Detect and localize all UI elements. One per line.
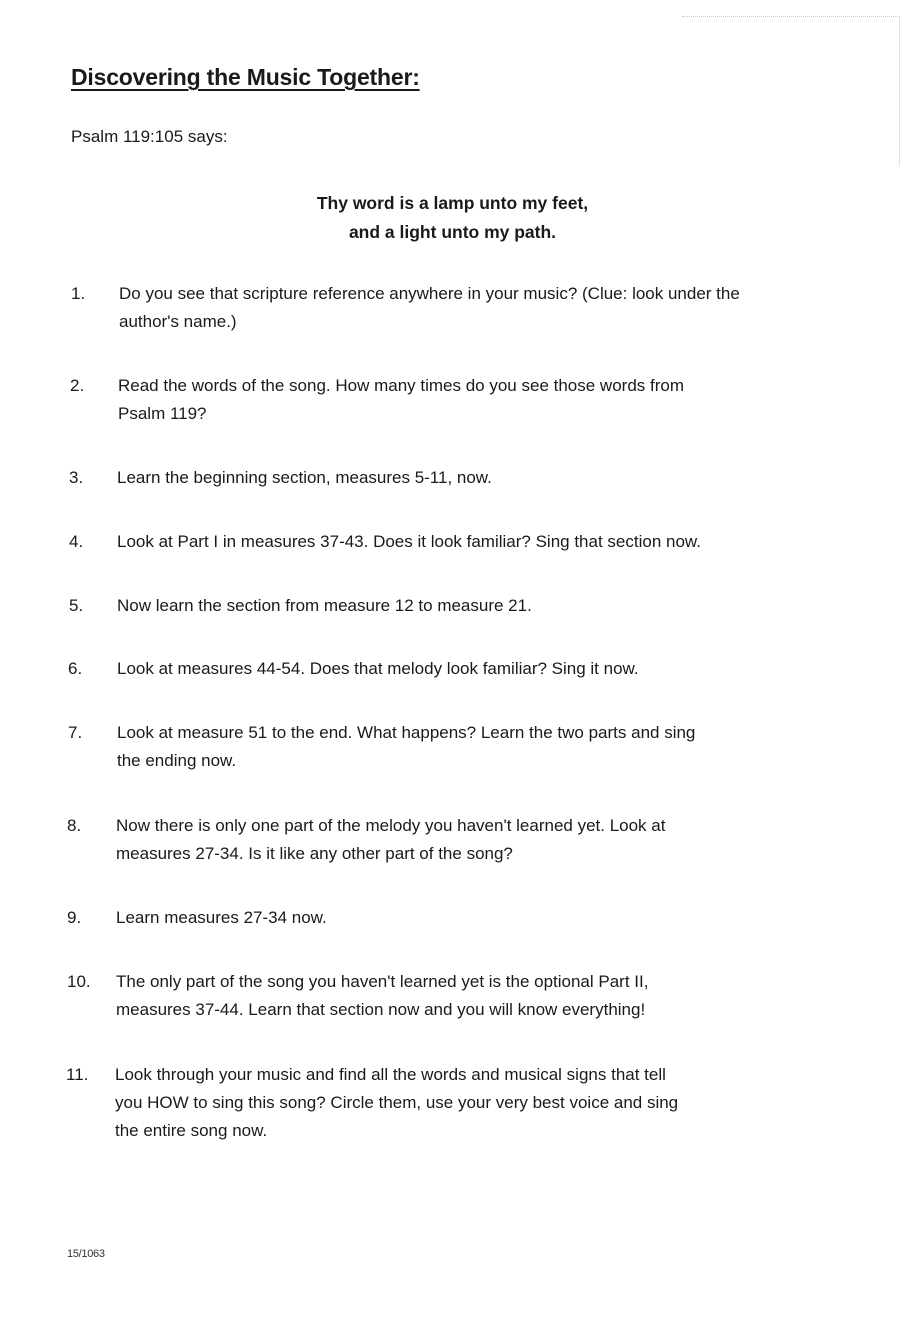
item-text <box>116 968 648 1024</box>
item-line: Look through your music and find all the words and musical signs that tell <box>115 1065 666 1084</box>
verse-line-1: Thy word is a lamp unto my feet, <box>316 193 589 213</box>
item-line: The only part of the song you haven't learned yet is the optional Part II, <box>116 972 649 991</box>
item-text <box>117 592 532 620</box>
item-number: 8. <box>67 816 82 835</box>
page-edge-line <box>682 16 900 17</box>
item-text <box>117 719 695 775</box>
item-text <box>115 1061 678 1145</box>
page-footer-code: 15/1063 <box>67 1248 105 1260</box>
scripture-verse <box>0 189 900 247</box>
item-line: Now there is only one part of the melody you haven't learned yet. Look at <box>116 816 666 835</box>
item-line: the ending now. <box>117 751 237 770</box>
item-text <box>117 655 639 683</box>
item-text <box>117 528 701 556</box>
item-number: 5. <box>69 596 84 615</box>
item-text <box>116 904 327 932</box>
item-line: Learn the beginning section, measures 5-11, now. <box>117 468 492 487</box>
item-line: Look at Part I in measures 37-43. Does it look familiar? Sing that section now. <box>117 532 701 551</box>
item-number: 10. <box>67 972 91 991</box>
item-line: Psalm 119? <box>118 404 207 423</box>
item-number: 7. <box>68 723 83 742</box>
item-number: 1. <box>71 284 86 303</box>
item-number: 11. <box>66 1065 89 1084</box>
item-number: 9. <box>67 908 82 927</box>
item-line: Learn measures 27-34 now. <box>116 908 327 927</box>
intro-text: Psalm 119:105 says: <box>71 127 228 146</box>
item-line: the entire song now. <box>115 1121 268 1140</box>
verse-line-2: and a light unto my path. <box>348 222 557 242</box>
item-line: measures 27-34. Is it like any other part of the song? <box>116 844 513 863</box>
item-text <box>116 812 665 868</box>
item-line: Read the words of the song. How many times do you see those words from <box>118 376 684 395</box>
item-line: Now learn the section from measure 12 to measure 21. <box>117 596 532 615</box>
item-text <box>118 372 684 428</box>
item-line: you HOW to sing this song? Circle them, use your very best voice and sing <box>115 1093 679 1112</box>
item-text <box>119 280 740 336</box>
item-text <box>117 464 492 492</box>
page-title: Discovering the Music Together: <box>71 64 420 90</box>
item-line: Look at measure 51 to the end. What happens? Learn the two parts and sing <box>117 723 696 742</box>
item-line: Look at measures 44-54. Does that melody look familiar? Sing it now. <box>117 659 639 678</box>
item-number: 2. <box>70 376 85 395</box>
item-line: measures 37-44. Learn that section now and you will know everything! <box>116 1000 646 1019</box>
item-number: 6. <box>68 659 83 678</box>
item-number: 3. <box>69 468 84 487</box>
item-number: 4. <box>69 532 84 551</box>
item-line: author's name.) <box>119 312 237 331</box>
item-line: Do you see that scripture reference anywhere in your music? (Clue: look under the <box>119 284 740 303</box>
